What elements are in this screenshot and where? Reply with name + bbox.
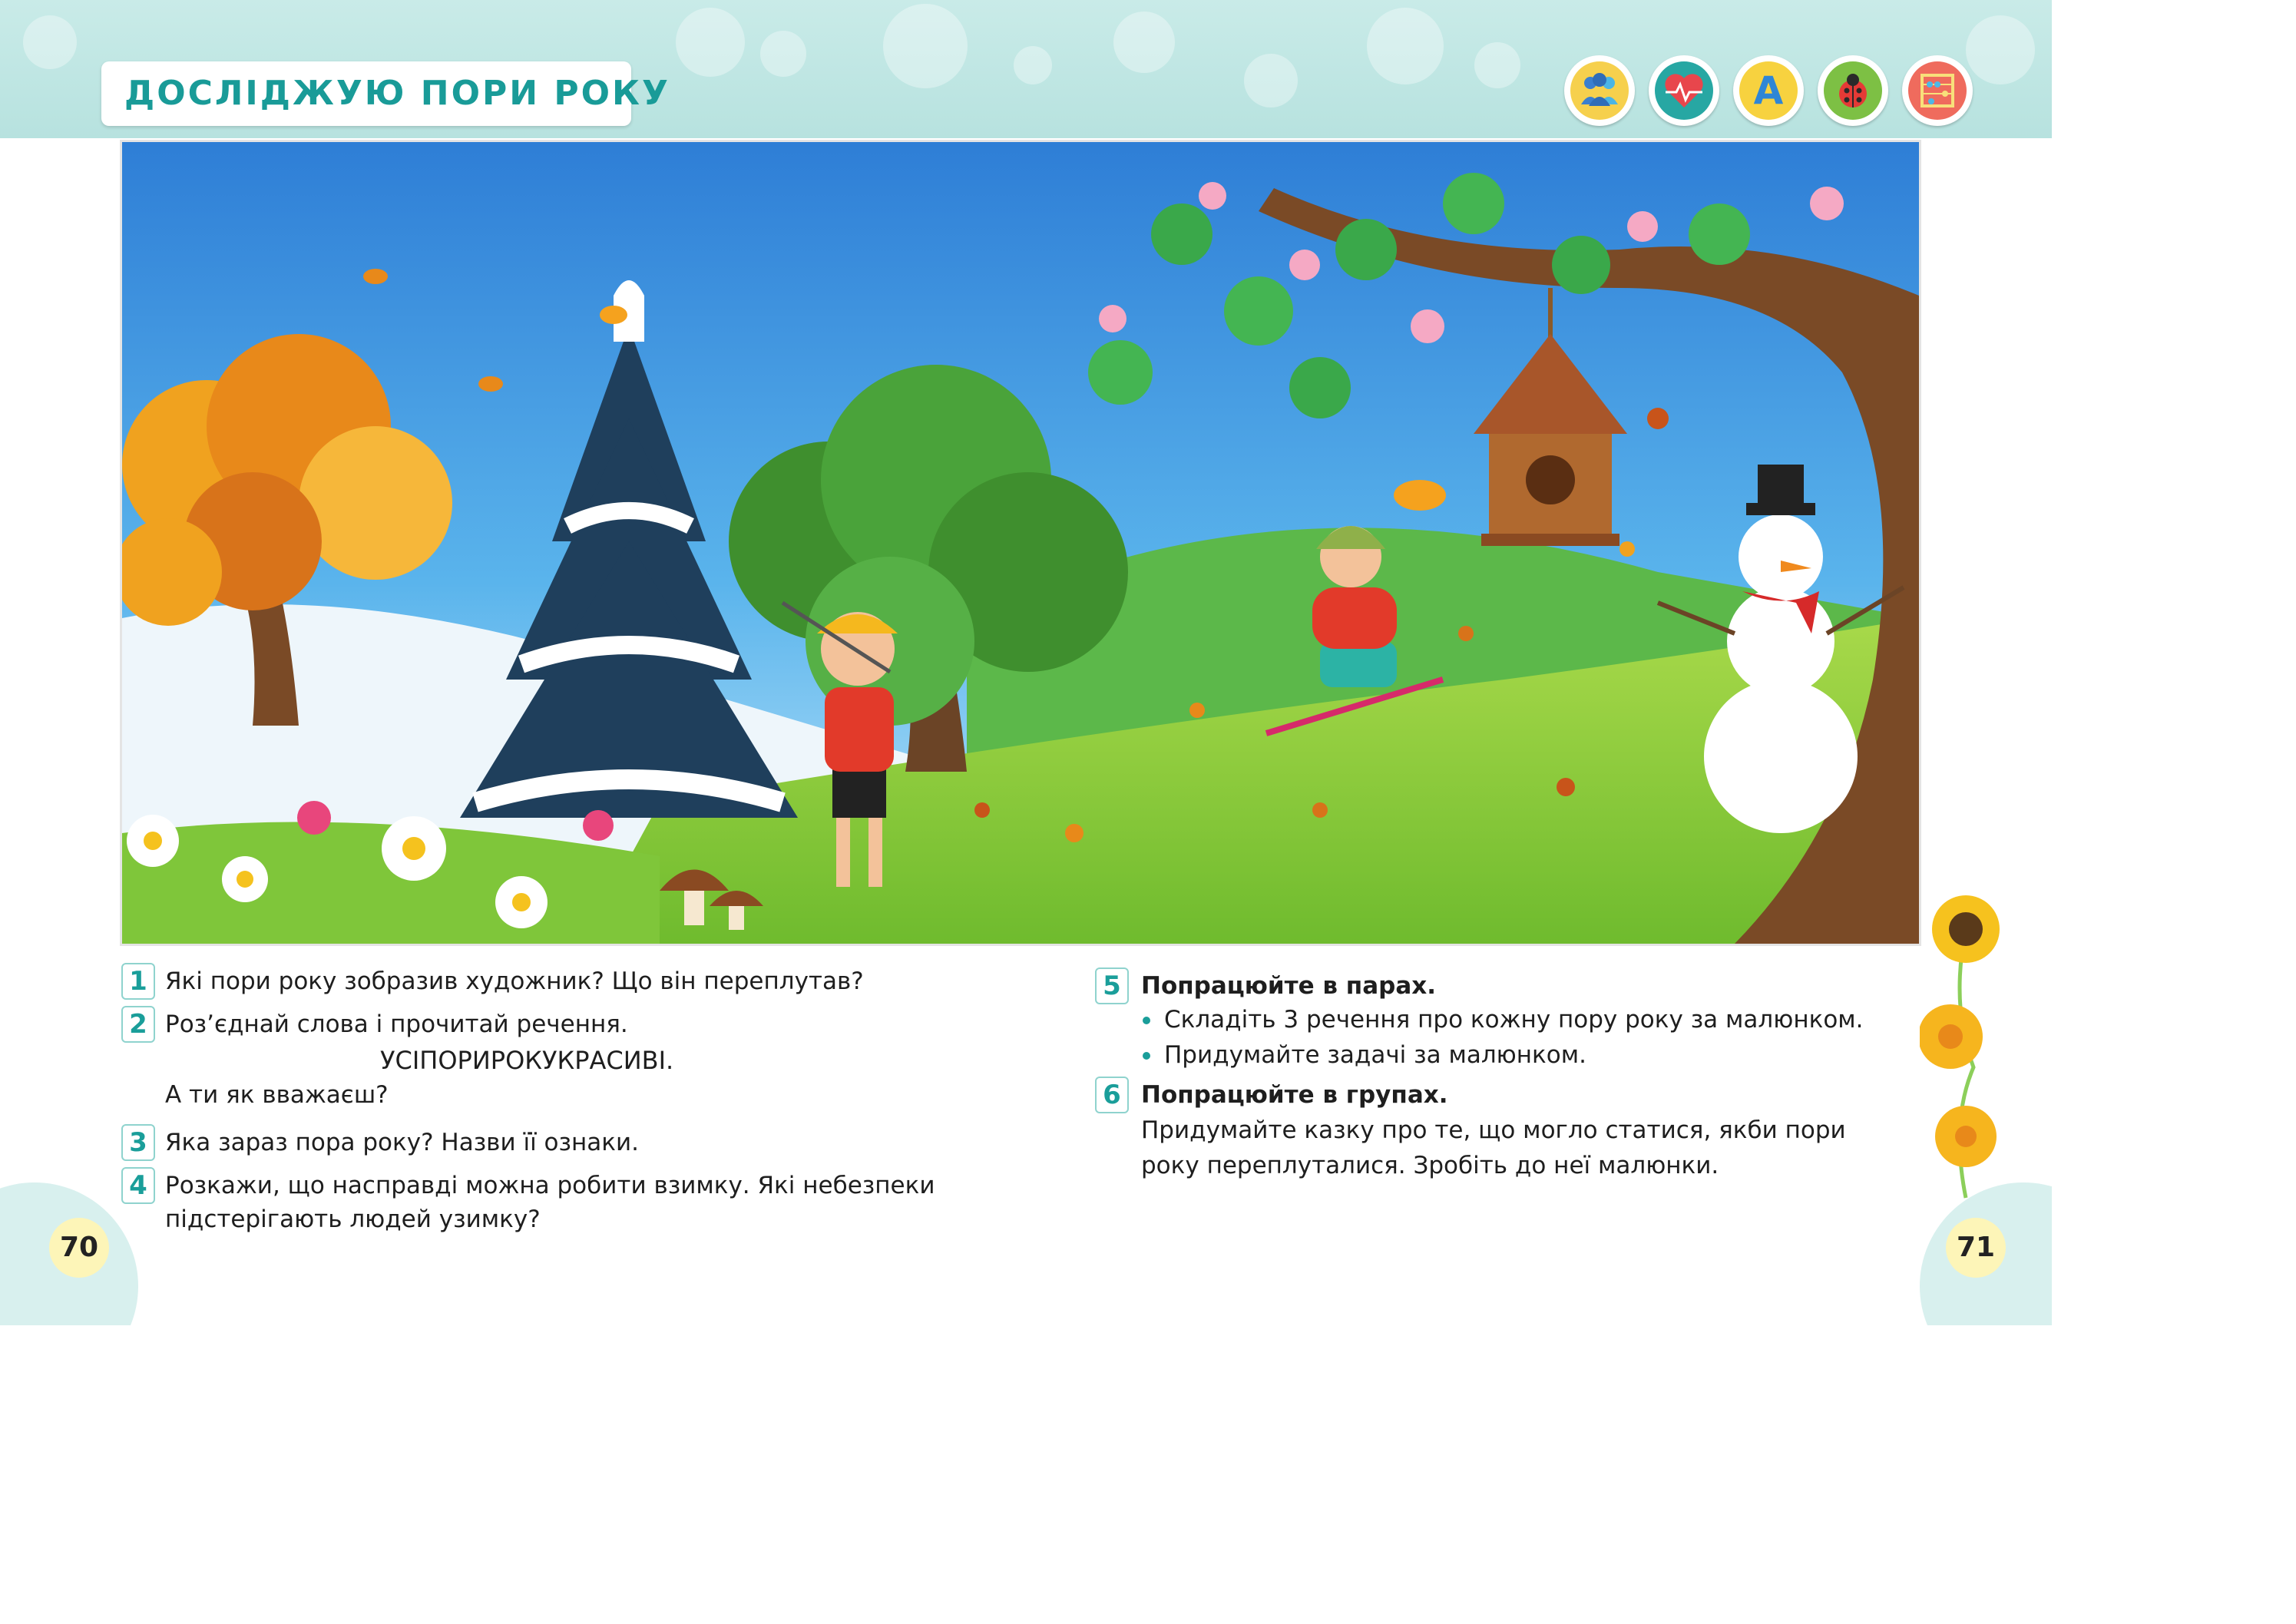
header-band	[0, 0, 2052, 138]
task-6-title: Попрацюйте в групах.	[1141, 1081, 1448, 1109]
ladybug-icon	[1818, 55, 1888, 126]
task-5-bullet-2: Придумайте задачі за малюнком.	[1164, 1041, 1586, 1069]
task-4-text-line1: Розкажи, що насправді можна робити взимку. Які небезпеки	[165, 1172, 935, 1199]
people-icon	[1564, 55, 1635, 126]
seasons-illustration	[120, 140, 1921, 946]
tasks-area	[0, 960, 2052, 1325]
heart-pulse-icon	[1649, 55, 1719, 126]
task-2-text: Роз’єднай слова і прочитай речення.	[165, 1010, 628, 1038]
letter-a-icon: А	[1733, 55, 1804, 126]
task-number-3: 3	[121, 1124, 155, 1161]
task-4-text-line2: підстерігають людей узимку?	[165, 1206, 541, 1233]
task-3-text: Яка зараз пора року? Назви її ознаки.	[165, 1129, 639, 1156]
task-5-bullet-1: Складіть 3 речення про кожну пору року за малюнком.	[1164, 1006, 1864, 1034]
task-number-1: 1	[121, 963, 155, 1000]
page-title: ДОСЛІДЖУЮ ПОРИ РОКУ	[124, 74, 670, 113]
task-2-puzzle: УСІПОРИРОКУКРАСИВІ.	[380, 1046, 674, 1075]
title-box	[101, 61, 670, 126]
sunflower-decoration	[1920, 891, 2012, 1213]
page-number-right: 71	[1946, 1218, 2006, 1278]
task-1-text: Які пори року зобразив художник? Що він переплутав?	[165, 967, 864, 995]
task-number-2: 2	[121, 1006, 155, 1043]
task-2-question: А ти як вважаєш?	[165, 1081, 389, 1109]
task-6-text-line2: року переплуталися. Зробіть до неї малюнки.	[1141, 1152, 1719, 1179]
task-6-text-line1: Придумайте казку про те, що могло статися, якби пори	[1141, 1116, 1846, 1144]
task-5-title: Попрацюйте в парах.	[1141, 972, 1437, 1000]
task-number-5: 5	[1095, 967, 1129, 1004]
bullet-dot	[1143, 1052, 1150, 1060]
page-number-left: 70	[49, 1218, 109, 1278]
task-number-4: 4	[121, 1167, 155, 1204]
task-number-6: 6	[1095, 1077, 1129, 1113]
bullet-dot	[1143, 1017, 1150, 1024]
abacus-icon	[1902, 55, 1973, 126]
